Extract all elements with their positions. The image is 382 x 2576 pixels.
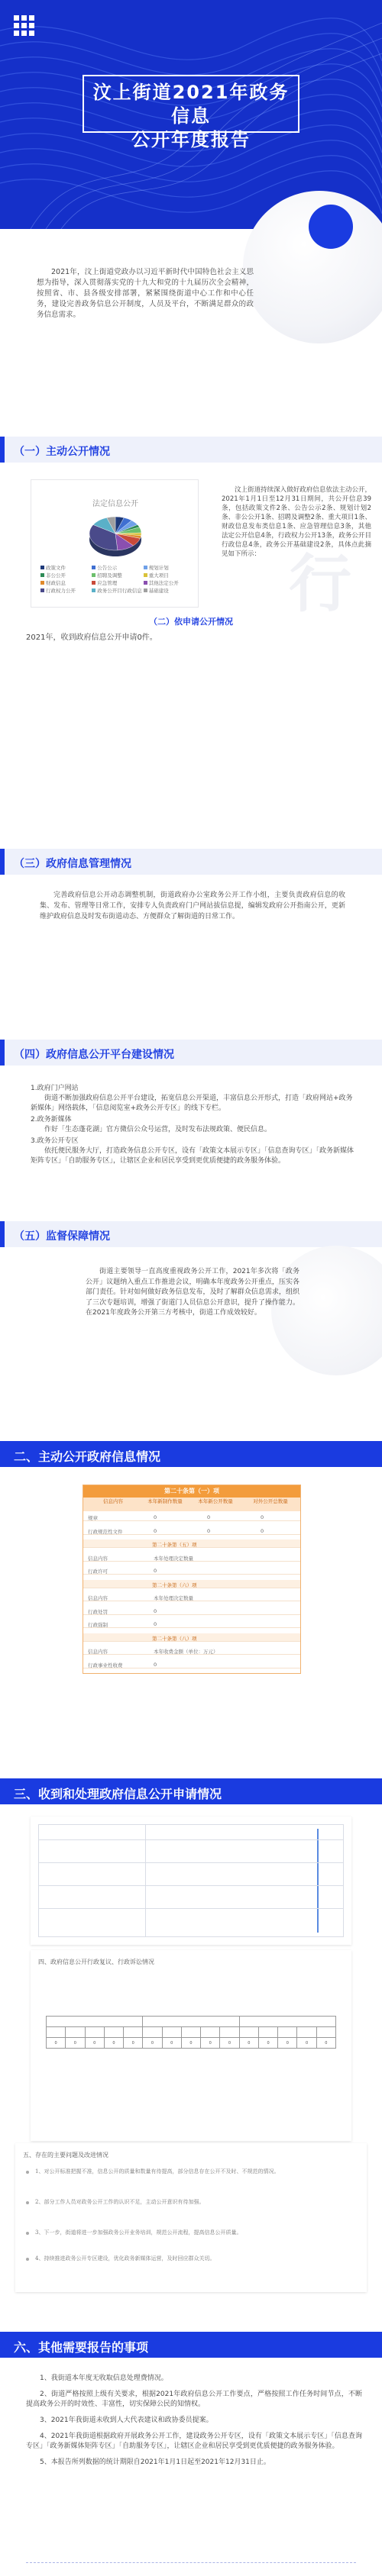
review-cell: 0 [66, 2038, 85, 2049]
table-cell: 行政处罚 [88, 1608, 108, 1615]
platform-item-body: 街道不断加强政府信息公开平台建设，拓宽信息公开渠道，丰富信息公开形式，打造「政府网站+政务新媒体」网络载体，「信息阅览室+政务公开专区」的线下专栏。 [31, 1095, 353, 1112]
table-cell: 行政事业性收费 [88, 1662, 123, 1668]
divider [26, 2562, 356, 2563]
table-row [83, 1593, 300, 1601]
platform-item-body: 作好「生态蓬花湖」官方微信公众号运营，及时发布法规政策、便民信息。 [44, 1126, 272, 1133]
legend-item [144, 572, 193, 579]
legend-item [144, 564, 193, 571]
legend-label: 其他法定公开 [148, 580, 179, 586]
pie-chart [70, 508, 161, 563]
legend-item [40, 564, 90, 571]
legend-swatch [40, 581, 44, 585]
table-row [83, 1566, 300, 1575]
table-cell: 0 [154, 1661, 157, 1668]
major-section-title: 二、主动公开政府信息情况 [14, 1449, 161, 1464]
table-cell: 0 [207, 1527, 211, 1534]
platform-item-title: 2.政务新媒体 [31, 1116, 72, 1124]
review-cell: 0 [201, 2038, 220, 2049]
major-section-title: 六、其他需要报告的事项 [14, 2340, 149, 2355]
review-table [46, 2016, 336, 2049]
platform-item-title: 3.政务公开专区 [31, 1137, 79, 1145]
table-cell: 0 [207, 1514, 211, 1520]
legend-label: 应急管理 [97, 580, 118, 586]
table-cell: 行政强制 [88, 1622, 108, 1628]
legend-label: 规划计划 [148, 565, 169, 571]
table-cell: 信息内容 [88, 1649, 108, 1655]
table-row [83, 1607, 300, 1615]
review-cell: 0 [297, 2038, 316, 2049]
problem-paragraph: 4、持续推进政务公开专区建设，优化政务新媒体运营，及时回应群众关切。 [35, 2255, 215, 2262]
pie-chart-card [31, 479, 199, 608]
section5-paragraph: 街道主要领导一直高度重视政务公开工作，2021年多次将「政务公开」议题纳入重点工作推进会议，明确本年度政务公开重点，压实各部门责任。针对如何做好政务信息发布，及时了解群众信息需求，组织了三次专题培训，增强了街道门人员信息公开意识，提升了操作能力。在2021年度政务公开第三方考核中，街道工作成效较好。 [86, 1268, 299, 1317]
legend-swatch [92, 573, 96, 577]
table-cell: 0 [154, 1607, 157, 1614]
legend-swatch [92, 588, 96, 592]
section-accent [0, 849, 5, 875]
legend-item [40, 579, 90, 586]
review-cell: 0 [85, 2038, 104, 2049]
table-row [83, 1660, 300, 1668]
legend-item [144, 579, 193, 586]
review-cell: 0 [316, 2038, 335, 2049]
legend-swatch [92, 566, 96, 569]
table-cell: 本年处理决定数量 [154, 1555, 193, 1562]
table-cell: 信息内容 [88, 1595, 108, 1601]
report-title-box [83, 75, 299, 150]
table-row [83, 1580, 300, 1588]
column-header: 本年新制作数量 [147, 1498, 183, 1504]
scan-caption: 四、政府信息公开行政复议、行政诉讼情况 [38, 1959, 154, 1965]
table-row [83, 1620, 300, 1628]
table-row [83, 1646, 300, 1655]
legend-swatch [144, 588, 147, 592]
platform-list [31, 1082, 359, 1166]
other-matter-item: 3、2021年我街道未收到人大代表建议和政协委员提案。 [40, 2416, 213, 2424]
table-cell: 0 [154, 1621, 157, 1627]
other-matters-list [26, 2374, 362, 2474]
table-row [83, 1633, 300, 1642]
chart-title: 法定信息公开 [92, 500, 138, 508]
scanned-problems-text [15, 2143, 367, 2292]
legend-swatch [40, 588, 44, 592]
legend-label: 政策文件 [46, 565, 66, 571]
other-matter-item: 4、2021年我街道根据政府开展政务公开工作，建设政务公开专区，设有「政策文本展示专区」「信息查询专区」「政务新媒体矩阵专区」「自助服务专区」，让辖区企业和居民享受到更优质便捷的政务服务体验。 [26, 2433, 362, 2450]
disclosure-table [83, 1485, 301, 1674]
review-cell: 0 [220, 2038, 239, 2049]
review-cell: 0 [162, 2038, 181, 2049]
major-section-header-3 [0, 1778, 382, 1804]
platform-item-body: 依托便民服务大厅，打造政务信息公开专区，设有「政策文本展示专区」「信息查询专区」「政务新媒体矩阵专区」「自助服务专区」，让辖区企业和居民享受到更优质便捷的政务服务体验。 [31, 1147, 354, 1165]
major-section-header-6 [0, 2332, 382, 2358]
intro-paragraph: 2021年，汶上街道党政办以习近平新时代中国特色社会主义思想为指导，深入贯彻落实党的十九大和党的十九届历次全会精神，按照省、市、县各级安排部署，紧紧围绕街道中心工作和中心任务，建设完善政务信息公开制度，人员及平台，不断满足群众的政务信息需求。 [37, 268, 254, 319]
table-row [83, 1553, 300, 1562]
legend-item [92, 564, 142, 571]
problem-paragraph: 1、对公开标准把握不准，信息公开的质量和数量有待提高，部分信息存在公开不及时、不规范的情况。 [35, 2168, 280, 2175]
decorative-blue-circle [309, 205, 353, 249]
legend-label: 公告公示 [97, 565, 118, 571]
review-cell: 0 [47, 2038, 66, 2049]
other-matter-item: 5、本报告所列数据的统计期限自2021年1月1日起至2021年12月31日止。 [40, 2458, 270, 2466]
table-row [83, 1513, 300, 1521]
review-cell: 0 [104, 2038, 123, 2049]
chart-legend [40, 564, 193, 594]
legend-label: 行政权力公开 [46, 588, 76, 594]
legend-item [40, 587, 90, 594]
scanned-review-table [31, 1950, 351, 2141]
review-cell: 0 [278, 2038, 297, 2049]
legend-item [92, 572, 142, 579]
legend-swatch [144, 573, 147, 577]
section-title: （四）政府信息公开平台建设情况 [14, 1049, 174, 1061]
legend-swatch [40, 573, 44, 577]
problems-title: 五、存在的主要问题及改进情况 [23, 2152, 108, 2158]
table-row [83, 1539, 300, 1548]
legend-swatch [144, 566, 147, 569]
grid-logo-icon [14, 15, 34, 36]
major-section-header-2 [0, 1441, 382, 1467]
review-cell: 0 [124, 2038, 143, 2049]
table-cell: 0 [261, 1514, 264, 1520]
review-cell: 0 [181, 2038, 200, 2049]
legend-swatch [40, 566, 44, 569]
section-accent [0, 437, 5, 463]
legend-label: 招聘及调整 [97, 572, 122, 579]
apply-subheading: （二）依申请公开情况 [149, 617, 233, 627]
section-header-3 [0, 849, 382, 875]
review-cell: 0 [239, 2038, 258, 2049]
major-section-title: 三、收到和处理政府信息公开申请情况 [14, 1787, 222, 1801]
column-header: 信息内容 [103, 1498, 123, 1504]
table-column-headers [83, 1498, 300, 1511]
legend-label: 基础建设 [148, 588, 169, 594]
table-cell: 行政许可 [88, 1568, 108, 1575]
section-title: （三）政府信息管理情况 [14, 858, 131, 870]
legend-item [144, 587, 193, 594]
review-cell: 0 [143, 2038, 162, 2049]
table-cell: 本年收费金额（单位：万元） [154, 1649, 219, 1655]
table-cell: 本年处理决定数量 [154, 1595, 193, 1601]
table-cell: 信息内容 [88, 1555, 108, 1562]
table-cell: 0 [154, 1527, 157, 1534]
table-header: 第二十条第（一）项 [83, 1485, 300, 1498]
problem-paragraph: 3、下一步，街道将进一步加强政务公开业务培训，规范公开流程，提高信息公开质量。 [35, 2229, 242, 2236]
apply-count-text: 2021年，收到政府信息公开申请0件。 [26, 634, 157, 642]
column-header: 对外公开总数量 [253, 1498, 288, 1504]
section-accent [0, 1040, 5, 1066]
section-header-1 [0, 437, 382, 463]
report-title-line1: 汶上街道2021年政务信息 [92, 82, 290, 127]
report-title-line2: 公开年度报告 [131, 129, 251, 150]
section-title: （五）监督保障情况 [14, 1230, 110, 1243]
section1-paragraph: 汶上街道持续深入做好政府信息依法主动公开，2021年1月1日至12月31日期间，共公开信息39条，包括政策文件2条、公告公示2条、规划计划2条、非公公开1条、招聘及调整2条、重大项目1条、财政信息发布类信息1条、应急管理信息3条，其他法定公开信息4条，行政权力公开13条，政务公开目行政信息4条，政务公开基础建设2条，具体点此摘见如下所示： [222, 486, 371, 558]
legend-label: 财政信息 [46, 580, 66, 586]
legend-item [40, 572, 90, 579]
legend-item [92, 579, 142, 586]
section3-paragraph: 完善政府信息公开动态调整机制，街道政府办公室政务公开工作小组，主要负责政府信息的收集、发布、管理等日常工作，安排专人负责政府门户网站拔信息提，编辑发政府公开指南公开，更新维护政府信息及时发布街道动态、方便群众了解街道的日常工作。 [40, 891, 345, 920]
scanned-table-image [31, 1817, 351, 1945]
column-header: 本年新公开数量 [198, 1498, 233, 1504]
table-cell: 规章 [88, 1515, 98, 1521]
problem-paragraph: 2、部分工作人员对政务公开工作的认识不足，主动公开意识有待加强。 [35, 2199, 205, 2205]
section-title: （一）主动公开情况 [14, 446, 110, 458]
table-cell: 0 [261, 1527, 264, 1534]
section-header-5 [0, 1221, 382, 1247]
table-cell: 第二十条第（八）项 [152, 1635, 197, 1642]
legend-swatch [92, 581, 96, 585]
table-cell: 第二十条第（五）项 [152, 1542, 197, 1548]
table-row [83, 1527, 300, 1535]
other-matter-item: 1、我街道本年度无收取信息处理费情况。 [40, 2374, 168, 2382]
legend-item [92, 587, 142, 594]
table-cell: 0 [154, 1514, 157, 1520]
platform-item-title: 1.政府门户网站 [31, 1085, 79, 1092]
section-accent [0, 1221, 5, 1247]
table-cell: 0 [154, 1568, 157, 1574]
legend-label: 重大项目 [148, 572, 169, 579]
legend-label: 政务公开目行政信息 [97, 588, 142, 594]
table-cell: 行政规范性文件 [88, 1528, 123, 1535]
section-header-4 [0, 1040, 382, 1066]
legend-swatch [144, 581, 147, 585]
legend-label: 非公公开 [46, 572, 66, 579]
other-matter-item: 2、街道严格按照上级有关要求，根据2021年政府信息公开工作要点，严格按照工作任务时间节点，不断提高政务公开的时效性、丰富性，切实保障公民的知情权。 [26, 2391, 362, 2408]
table-cell: 第二十条第（六）项 [152, 1581, 197, 1588]
review-cell: 0 [258, 2038, 277, 2049]
background-watermark-text: 行 [289, 548, 352, 621]
